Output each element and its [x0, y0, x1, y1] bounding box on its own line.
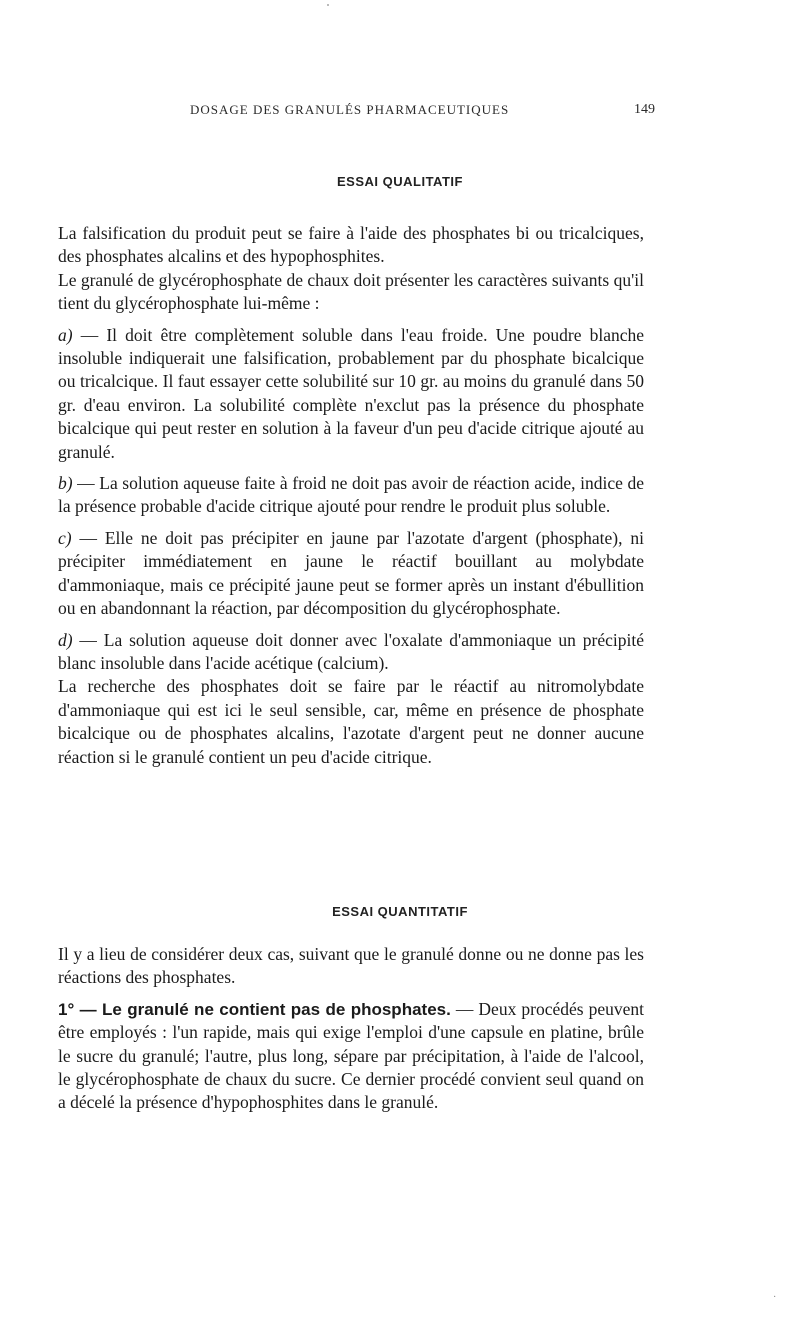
- item-label: d): [58, 629, 73, 650]
- item-label: c): [58, 527, 72, 548]
- item-label: b): [58, 473, 73, 494]
- paragraph-intro: La falsification du produit peut se faire à l'aide des phosphates bi ou tricalciques, des phosphates alcalins et des hypophosphites.: [58, 223, 644, 267]
- paragraph-item-b: [58, 472, 644, 519]
- paragraph-item-1: [58, 998, 644, 1115]
- item-text: — La solution aqueuse faite à froid ne doit pas avoir de réaction acide, indice de la présence probable d'acide citrique ajouté pour rendre le produit plus soluble.: [58, 473, 644, 517]
- scan-mark: ·: [773, 1292, 777, 1303]
- item-text: — La solution aqueuse doit donner avec l'oxalate d'ammoniaque un précipité blanc insoluble dans l'acide acétique (calcium).: [58, 629, 644, 673]
- paragraph-item-a: [58, 324, 644, 464]
- page-number: 149: [634, 102, 655, 117]
- item-text: — Elle ne doit pas précipiter en jaune par l'azotate d'argent (phosphate), ni précipiter immédiatement en jaune le réactif bouillant au molybdate d'ammoniaque, mais ce précipité jaune peut se former après un instant d'ébullition ou en abandonnant la réaction, par décomposition du glycérophosphate.: [58, 527, 644, 619]
- item-1-text: — Deux procédés peuvent être employés : l'un rapide, mais qui exige l'emploi d'une capsule en platine, brûle le sucre du granulé; l'autre, plus long, sépare par précipitation, à l'aide de l'alcool, le glycérophosphate de chaux du sucre. Ce dernier procédé convient seul quand on a décelé la présence d'hypophosphites dans le granulé.: [58, 998, 644, 1113]
- item-label: a): [58, 324, 73, 345]
- running-header: [110, 102, 655, 124]
- heading-essai-quantitatif: ESSAI QUANTITATIF: [332, 904, 468, 919]
- section-qualitatif-body: [58, 222, 644, 777]
- running-title: DOSAGE DES GRANULÉS PHARMACEUTIQUES: [190, 102, 510, 117]
- paragraph-intro-2: Le granulé de glycérophosphate de chaux doit présenter les caractères suivants qu'il tient du glycérophosphate lui-même :: [58, 269, 644, 314]
- section-quantitatif-body: [58, 943, 644, 1123]
- paragraph-quantitatif-intro: Il y a lieu de considérer deux cas, suivant que le granulé donne ou ne donne pas les réactions des phosphates.: [58, 944, 644, 988]
- paragraph-outro: La recherche des phosphates doit se faire par le réactif au nitromolybdate d'ammoniaque qui est ici le seul sensible, car, même en présence de phosphate bicalcique ou de phosphates alcalins, l'azotate d'argent peut ne donner aucune réaction si le granulé contient un peu d'acide citrique.: [58, 676, 644, 767]
- paragraph-item-d: [58, 629, 644, 676]
- item-1-label: 1° — Le granulé ne contient pas de phosphates.: [58, 999, 451, 1019]
- item-text: — Il doit être complètement soluble dans l'eau froide. Une poudre blanche insoluble indiquerait une falsification, probablement par du phosphate bicalcique ou tricalcique. Il faut essayer cette solubilité sur 10 gr. au moins du granulé dans 50 gr. d'eau environ. La solubilité complète n'exclut pas la présence du phosphate bicalcique qui peut rester en solution à la faveur d'un peu d'acide citrique ajouté au granulé.: [58, 324, 644, 462]
- heading-essai-qualitatif: ESSAI QUALITATIF: [337, 174, 463, 189]
- paragraph-item-c: [58, 527, 644, 621]
- scan-speck: [327, 4, 329, 6]
